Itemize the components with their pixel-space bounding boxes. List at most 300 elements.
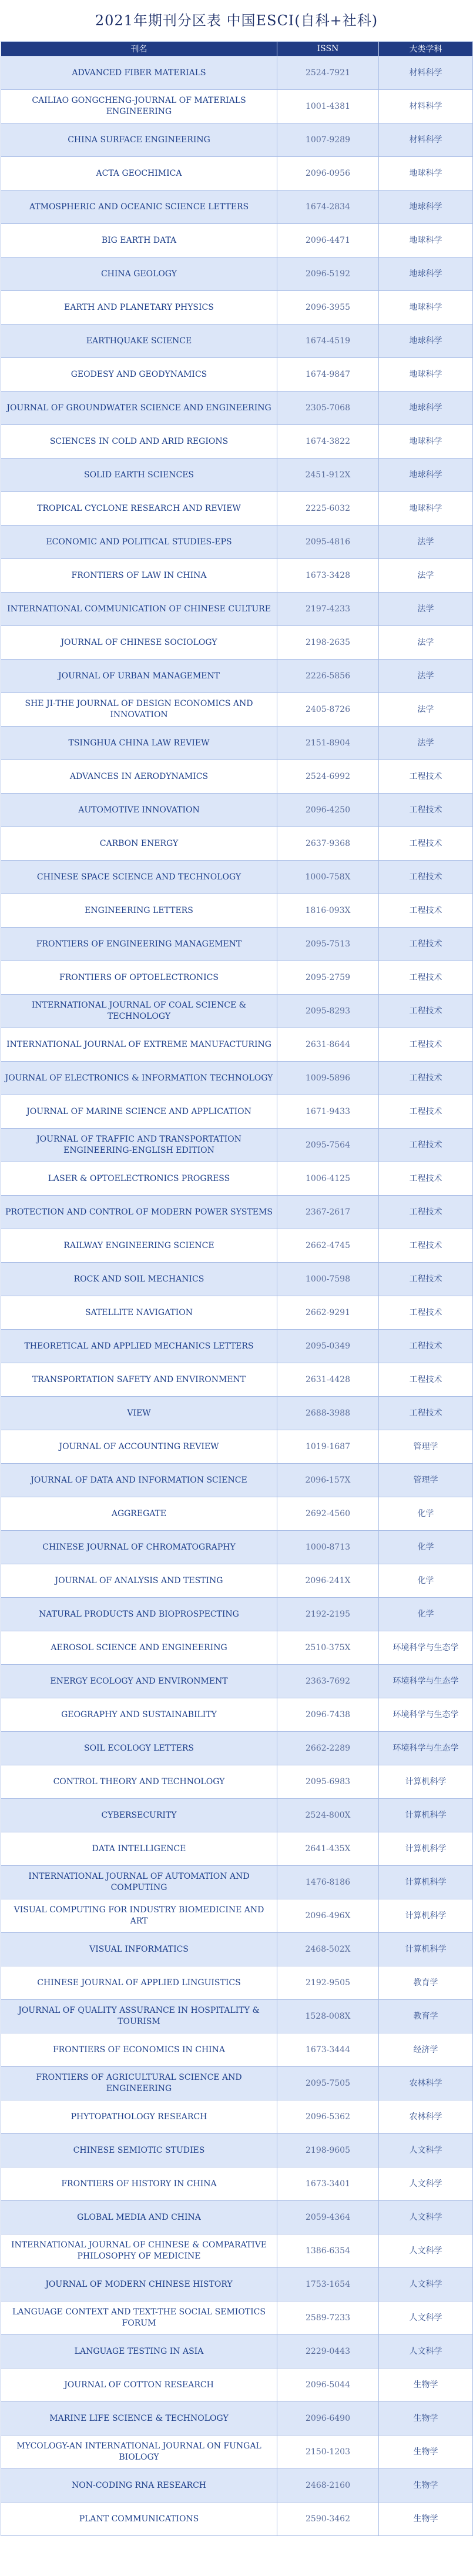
journal-name-cell: EARTH AND PLANETARY PHYSICS <box>1 291 277 324</box>
subject-cell: 教育学 <box>379 2000 473 2033</box>
table-row <box>1 459 473 492</box>
journal-name-cell: JOURNAL OF ACCOUNTING REVIEW <box>1 1430 277 1464</box>
journal-name-cell: ENGINEERING LETTERS <box>1 894 277 928</box>
issn-cell: 2096-6490 <box>277 2402 379 2436</box>
issn-cell: 2095-4816 <box>277 526 379 559</box>
subject-cell: 经济学 <box>379 2033 473 2067</box>
table-row <box>1 1129 473 1162</box>
subject-cell: 工程技术 <box>379 1028 473 1062</box>
journal-name-cell: EARTHQUAKE SCIENCE <box>1 324 277 358</box>
table-row <box>1 1732 473 1765</box>
table-row <box>1 1229 473 1263</box>
subject-cell: 管理学 <box>379 1464 473 1497</box>
table-row <box>1 324 473 358</box>
journal-name-cell: MYCOLOGY-AN INTERNATIONAL JOURNAL ON FUNGAL BIOLOGY <box>1 2436 277 2469</box>
subject-cell: 材料科学 <box>379 90 473 123</box>
table-row <box>1 157 473 190</box>
table-row <box>1 2033 473 2067</box>
journal-name-cell: CONTROL THEORY AND TECHNOLOGY <box>1 1765 277 1799</box>
subject-cell: 工程技术 <box>379 1095 473 1129</box>
journal-name-cell: FRONTIERS OF HISTORY IN CHINA <box>1 2167 277 2201</box>
table-row <box>1 995 473 1028</box>
journal-name-cell: LASER & OPTOELECTRONICS PROGRESS <box>1 1162 277 1196</box>
table-row <box>1 2503 473 2536</box>
table-row <box>1 1497 473 1531</box>
issn-cell: 2192-9505 <box>277 1966 379 2000</box>
table-row <box>1 2335 473 2368</box>
table-row <box>1 1330 473 1363</box>
table-row <box>1 1966 473 2000</box>
journal-name-cell: INTERNATIONAL JOURNAL OF AUTOMATION AND COMPUTING <box>1 1866 277 1899</box>
issn-cell: 2096-5044 <box>277 2368 379 2402</box>
journal-name-cell: SOIL ECOLOGY LETTERS <box>1 1732 277 1765</box>
subject-cell: 管理学 <box>379 1430 473 1464</box>
journal-name-cell: FRONTIERS OF OPTOELECTRONICS <box>1 961 277 995</box>
table-row <box>1 1564 473 1598</box>
table-row <box>1 1263 473 1296</box>
issn-cell: 2524-6992 <box>277 760 379 794</box>
subject-cell: 地球科学 <box>379 291 473 324</box>
table-row <box>1 291 473 324</box>
subject-cell: 工程技术 <box>379 1363 473 1397</box>
subject-cell: 材料科学 <box>379 123 473 157</box>
subject-cell: 地球科学 <box>379 257 473 291</box>
issn-cell: 2095-7513 <box>277 928 379 961</box>
issn-cell: 1528-008X <box>277 2000 379 2033</box>
issn-cell: 2468-502X <box>277 1933 379 1966</box>
subject-cell: 化学 <box>379 1531 473 1564</box>
journal-name-cell: TRANSPORTATION SAFETY AND ENVIRONMENT <box>1 1363 277 1397</box>
journal-name-cell: TSINGHUA CHINA LAW REVIEW <box>1 727 277 760</box>
subject-cell: 工程技术 <box>379 1330 473 1363</box>
issn-cell: 2510-375X <box>277 1631 379 1665</box>
table-row <box>1 961 473 995</box>
table-row <box>1 1899 473 1933</box>
table-row <box>1 1698 473 1732</box>
table-row <box>1 1430 473 1464</box>
subject-cell: 环境科学与生态学 <box>379 1698 473 1732</box>
journal-name-cell: JOURNAL OF URBAN MANAGEMENT <box>1 660 277 693</box>
subject-cell: 地球科学 <box>379 157 473 190</box>
issn-cell: 2095-6983 <box>277 1765 379 1799</box>
subject-cell: 计算机科学 <box>379 1866 473 1899</box>
issn-cell: 2198-9605 <box>277 2134 379 2167</box>
table-row <box>1 794 473 827</box>
journal-name-cell: PHYTOPATHOLOGY RESEARCH <box>1 2100 277 2134</box>
issn-cell: 2151-8904 <box>277 727 379 760</box>
journal-name-cell: ROCK AND SOIL MECHANICS <box>1 1263 277 1296</box>
issn-cell: 1674-2834 <box>277 190 379 224</box>
issn-cell: 2631-8644 <box>277 1028 379 1062</box>
subject-cell: 法学 <box>379 559 473 593</box>
subject-cell: 化学 <box>379 1598 473 1631</box>
table-row <box>1 1866 473 1899</box>
subject-cell: 法学 <box>379 660 473 693</box>
journal-name-cell: PROTECTION AND CONTROL OF MODERN POWER SYSTEMS <box>1 1196 277 1229</box>
table-row <box>1 2201 473 2234</box>
subject-cell: 人文科学 <box>379 2268 473 2301</box>
table-row <box>1 1631 473 1665</box>
table-row <box>1 358 473 392</box>
issn-cell: 2637-9368 <box>277 827 379 861</box>
journal-name-cell: BIG EARTH DATA <box>1 224 277 257</box>
subject-cell: 农林科学 <box>379 2100 473 2134</box>
issn-cell: 1816-093X <box>277 894 379 928</box>
issn-cell: 1673-3428 <box>277 559 379 593</box>
subject-cell: 法学 <box>379 693 473 727</box>
table-row <box>1 392 473 425</box>
issn-cell: 2688-3988 <box>277 1397 379 1430</box>
table-row <box>1 190 473 224</box>
journal-name-cell: INTERNATIONAL JOURNAL OF CHINESE & COMPARATIVE PHILOSOPHY OF MEDICINE <box>1 2234 277 2268</box>
journal-name-cell: SHE JI-THE JOURNAL OF DESIGN ECONOMICS AND INNOVATION <box>1 693 277 727</box>
subject-cell: 地球科学 <box>379 190 473 224</box>
subject-cell: 材料科学 <box>379 56 473 90</box>
journal-name-cell: CHINESE JOURNAL OF CHROMATOGRAPHY <box>1 1531 277 1564</box>
journal-name-cell: RAILWAY ENGINEERING SCIENCE <box>1 1229 277 1263</box>
journal-name-cell: FRONTIERS OF ECONOMICS IN CHINA <box>1 2033 277 2067</box>
table-row <box>1 1598 473 1631</box>
subject-cell: 环境科学与生态学 <box>379 1665 473 1698</box>
subject-cell: 生物学 <box>379 2469 473 2503</box>
subject-cell: 计算机科学 <box>379 1799 473 1832</box>
issn-cell: 1673-3444 <box>277 2033 379 2067</box>
journal-name-cell: ACTA GEOCHIMICA <box>1 157 277 190</box>
journal-name-cell: CHINA SURFACE ENGINEERING <box>1 123 277 157</box>
table-row <box>1 1933 473 1966</box>
table-row <box>1 693 473 727</box>
column-header-issn: ISSN <box>277 42 379 56</box>
journal-name-cell: SATELLITE NAVIGATION <box>1 1296 277 1330</box>
journal-name-cell: ADVANCES IN AERODYNAMICS <box>1 760 277 794</box>
table-row <box>1 526 473 559</box>
issn-cell: 1000-758X <box>277 861 379 894</box>
issn-cell: 2524-7921 <box>277 56 379 90</box>
table-row <box>1 1799 473 1832</box>
issn-cell: 1386-6354 <box>277 2234 379 2268</box>
subject-cell: 工程技术 <box>379 928 473 961</box>
journal-name-cell: CHINESE JOURNAL OF APPLIED LINGUISTICS <box>1 1966 277 2000</box>
issn-cell: 1674-9847 <box>277 358 379 392</box>
subject-cell: 人文科学 <box>379 2167 473 2201</box>
journal-name-cell: PLANT COMMUNICATIONS <box>1 2503 277 2536</box>
issn-cell: 1671-9433 <box>277 1095 379 1129</box>
journal-name-cell: CYBERSECURITY <box>1 1799 277 1832</box>
issn-cell: 1009-5896 <box>277 1062 379 1095</box>
subject-cell: 法学 <box>379 727 473 760</box>
table-row <box>1 1464 473 1497</box>
issn-cell: 2096-496X <box>277 1899 379 1933</box>
subject-cell: 工程技术 <box>379 1062 473 1095</box>
journal-name-cell: JOURNAL OF GROUNDWATER SCIENCE AND ENGINEERING <box>1 392 277 425</box>
table-row <box>1 861 473 894</box>
subject-cell: 环境科学与生态学 <box>379 1631 473 1665</box>
issn-cell: 2096-0956 <box>277 157 379 190</box>
issn-cell: 1000-7598 <box>277 1263 379 1296</box>
issn-cell: 1000-8713 <box>277 1531 379 1564</box>
issn-cell: 2096-4471 <box>277 224 379 257</box>
journal-name-cell: INTERNATIONAL JOURNAL OF COAL SCIENCE & TECHNOLOGY <box>1 995 277 1028</box>
issn-cell: 2096-3955 <box>277 291 379 324</box>
subject-cell: 计算机科学 <box>379 1832 473 1866</box>
journal-name-cell: AUTOMOTIVE INNOVATION <box>1 794 277 827</box>
issn-cell: 2096-157X <box>277 1464 379 1497</box>
issn-cell: 1476-8186 <box>277 1866 379 1899</box>
journal-name-cell: AGGREGATE <box>1 1497 277 1531</box>
subject-cell: 工程技术 <box>379 961 473 995</box>
issn-cell: 2662-2289 <box>277 1732 379 1765</box>
table-row <box>1 1531 473 1564</box>
table-row <box>1 2100 473 2134</box>
subject-cell: 工程技术 <box>379 1196 473 1229</box>
table-row <box>1 2268 473 2301</box>
journal-name-cell: DATA INTELLIGENCE <box>1 1832 277 1866</box>
issn-cell: 1007-9289 <box>277 123 379 157</box>
journal-name-cell: THEORETICAL AND APPLIED MECHANICS LETTERS <box>1 1330 277 1363</box>
table-row <box>1 1296 473 1330</box>
issn-cell: 2641-435X <box>277 1832 379 1866</box>
subject-cell: 人文科学 <box>379 2335 473 2368</box>
table-row <box>1 1665 473 1698</box>
table-row <box>1 1832 473 1866</box>
journal-name-cell: ECONOMIC AND POLITICAL STUDIES-EPS <box>1 526 277 559</box>
issn-cell: 1019-1687 <box>277 1430 379 1464</box>
subject-cell: 生物学 <box>379 2402 473 2436</box>
journal-name-cell: CAILIAO GONGCHENG-JOURNAL OF MATERIALS ENGINEERING <box>1 90 277 123</box>
issn-cell: 1753-1654 <box>277 2268 379 2301</box>
issn-cell: 2095-7564 <box>277 1129 379 1162</box>
table-row <box>1 593 473 626</box>
table-row <box>1 425 473 459</box>
subject-cell: 工程技术 <box>379 1162 473 1196</box>
subject-cell: 工程技术 <box>379 1129 473 1162</box>
issn-cell: 2692-4560 <box>277 1497 379 1531</box>
journal-name-cell: JOURNAL OF DATA AND INFORMATION SCIENCE <box>1 1464 277 1497</box>
subject-cell: 地球科学 <box>379 492 473 526</box>
issn-cell: 2150-1203 <box>277 2436 379 2469</box>
issn-cell: 2451-912X <box>277 459 379 492</box>
journal-name-cell: JOURNAL OF ANALYSIS AND TESTING <box>1 1564 277 1598</box>
subject-cell: 环境科学与生态学 <box>379 1732 473 1765</box>
journal-name-cell: JOURNAL OF CHINESE SOCIOLOGY <box>1 626 277 660</box>
issn-cell: 2589-7233 <box>277 2301 379 2335</box>
journal-table <box>1 41 473 2536</box>
issn-cell: 1673-3401 <box>277 2167 379 2201</box>
issn-cell: 2225-6032 <box>277 492 379 526</box>
journal-name-cell: CHINA GEOLOGY <box>1 257 277 291</box>
subject-cell: 教育学 <box>379 1966 473 2000</box>
subject-cell: 工程技术 <box>379 827 473 861</box>
subject-cell: 地球科学 <box>379 459 473 492</box>
table-row <box>1 727 473 760</box>
subject-cell: 地球科学 <box>379 324 473 358</box>
subject-cell: 农林科学 <box>379 2067 473 2100</box>
table-row <box>1 928 473 961</box>
table-row <box>1 56 473 90</box>
issn-cell: 2095-0349 <box>277 1330 379 1363</box>
subject-cell: 工程技术 <box>379 794 473 827</box>
subject-cell: 工程技术 <box>379 1397 473 1430</box>
table-row <box>1 2436 473 2469</box>
issn-cell: 2468-2160 <box>277 2469 379 2503</box>
table-row <box>1 1765 473 1799</box>
table-row <box>1 559 473 593</box>
page-title: 2021年期刊分区表 中国ESCI(自科+社科) <box>95 12 378 29</box>
journal-name-cell: JOURNAL OF TRAFFIC AND TRANSPORTATION ENGINEERING-ENGLISH EDITION <box>1 1129 277 1162</box>
issn-cell: 2192-2195 <box>277 1598 379 1631</box>
subject-cell: 人文科学 <box>379 2201 473 2234</box>
issn-cell: 1006-4125 <box>277 1162 379 1196</box>
subject-cell: 计算机科学 <box>379 1899 473 1933</box>
table-row <box>1 2000 473 2033</box>
issn-cell: 2405-8726 <box>277 693 379 727</box>
table-row <box>1 2234 473 2268</box>
subject-cell: 化学 <box>379 1497 473 1531</box>
journal-name-cell: JOURNAL OF MODERN CHINESE HISTORY <box>1 2268 277 2301</box>
journal-name-cell: ENERGY ECOLOGY AND ENVIRONMENT <box>1 1665 277 1698</box>
table-row <box>1 90 473 123</box>
table-row <box>1 492 473 526</box>
table-row <box>1 2402 473 2436</box>
issn-cell: 2197-4233 <box>277 593 379 626</box>
subject-cell: 工程技术 <box>379 760 473 794</box>
subject-cell: 生物学 <box>379 2368 473 2402</box>
journal-name-cell: FRONTIERS OF AGRICULTURAL SCIENCE AND ENGINEERING <box>1 2067 277 2100</box>
table-body <box>1 56 473 2536</box>
issn-cell: 2590-3462 <box>277 2503 379 2536</box>
table-row <box>1 2368 473 2402</box>
journal-name-cell: MARINE LIFE SCIENCE & TECHNOLOGY <box>1 2402 277 2436</box>
journal-name-cell: SOLID EARTH SCIENCES <box>1 459 277 492</box>
table-row <box>1 1397 473 1430</box>
journal-name-cell: CHINESE SPACE SCIENCE AND TECHNOLOGY <box>1 861 277 894</box>
table-row <box>1 1062 473 1095</box>
table-row <box>1 1196 473 1229</box>
issn-cell: 2662-9291 <box>277 1296 379 1330</box>
issn-cell: 2198-2635 <box>277 626 379 660</box>
table-row <box>1 626 473 660</box>
table-row <box>1 660 473 693</box>
journal-name-cell: JOURNAL OF MARINE SCIENCE AND APPLICATION <box>1 1095 277 1129</box>
journal-name-cell: FRONTIERS OF ENGINEERING MANAGEMENT <box>1 928 277 961</box>
subject-cell: 法学 <box>379 626 473 660</box>
subject-cell: 地球科学 <box>379 392 473 425</box>
issn-cell: 2096-241X <box>277 1564 379 1598</box>
subject-cell: 化学 <box>379 1564 473 1598</box>
issn-cell: 2096-5362 <box>277 2100 379 2134</box>
subject-cell: 人文科学 <box>379 2301 473 2335</box>
subject-cell: 法学 <box>379 593 473 626</box>
subject-cell: 工程技术 <box>379 1229 473 1263</box>
journal-name-cell: JOURNAL OF COTTON RESEARCH <box>1 2368 277 2402</box>
issn-cell: 2367-2617 <box>277 1196 379 1229</box>
subject-cell: 人文科学 <box>379 2234 473 2268</box>
subject-cell: 工程技术 <box>379 1263 473 1296</box>
journal-name-cell: CHINESE SEMIOTIC STUDIES <box>1 2134 277 2167</box>
subject-cell: 工程技术 <box>379 861 473 894</box>
issn-cell: 2059-4364 <box>277 2201 379 2234</box>
journal-name-cell: VISUAL COMPUTING FOR INDUSTRY BIOMEDICINE AND ART <box>1 1899 277 1933</box>
issn-cell: 2226-5856 <box>277 660 379 693</box>
issn-cell: 2096-4250 <box>277 794 379 827</box>
journal-name-cell: FRONTIERS OF LAW IN CHINA <box>1 559 277 593</box>
table-row <box>1 1363 473 1397</box>
journal-name-cell: VISUAL INFORMATICS <box>1 1933 277 1966</box>
subject-cell: 工程技术 <box>379 995 473 1028</box>
journal-name-cell: GEOGRAPHY AND SUSTAINABILITY <box>1 1698 277 1732</box>
journal-name-cell: ADVANCED FIBER MATERIALS <box>1 56 277 90</box>
journal-name-cell: TROPICAL CYCLONE RESEARCH AND REVIEW <box>1 492 277 526</box>
issn-cell: 2096-7438 <box>277 1698 379 1732</box>
issn-cell: 1674-3822 <box>277 425 379 459</box>
table-row <box>1 827 473 861</box>
issn-cell: 2662-4745 <box>277 1229 379 1263</box>
journal-name-cell: ATMOSPHERIC AND OCEANIC SCIENCE LETTERS <box>1 190 277 224</box>
issn-cell: 2363-7692 <box>277 1665 379 1698</box>
issn-cell: 2305-7068 <box>277 392 379 425</box>
journal-name-cell: NON-CODING RNA RESEARCH <box>1 2469 277 2503</box>
table-row <box>1 2167 473 2201</box>
journal-name-cell: LANGUAGE CONTEXT AND TEXT-THE SOCIAL SEMIOTICS FORUM <box>1 2301 277 2335</box>
table-row <box>1 2067 473 2100</box>
table-row <box>1 760 473 794</box>
table-row <box>1 1162 473 1196</box>
subject-cell: 工程技术 <box>379 894 473 928</box>
journal-name-cell: GLOBAL MEDIA AND CHINA <box>1 2201 277 2234</box>
journal-name-cell: CARBON ENERGY <box>1 827 277 861</box>
table-row <box>1 1095 473 1129</box>
table-header-row <box>1 42 473 56</box>
column-header-name: 刊名 <box>1 42 277 56</box>
subject-cell: 地球科学 <box>379 425 473 459</box>
table-row <box>1 2134 473 2167</box>
issn-cell: 2631-4428 <box>277 1363 379 1397</box>
subject-cell: 地球科学 <box>379 358 473 392</box>
journal-name-cell: JOURNAL OF QUALITY ASSURANCE IN HOSPITALITY & TOURISM <box>1 2000 277 2033</box>
journal-name-cell: NATURAL PRODUCTS AND BIOPROSPECTING <box>1 1598 277 1631</box>
journal-name-cell: LANGUAGE TESTING IN ASIA <box>1 2335 277 2368</box>
journal-name-cell: INTERNATIONAL JOURNAL OF EXTREME MANUFACTURING <box>1 1028 277 1062</box>
subject-cell: 计算机科学 <box>379 1765 473 1799</box>
table-row <box>1 224 473 257</box>
issn-cell: 1001-4381 <box>277 90 379 123</box>
issn-cell: 2096-5192 <box>277 257 379 291</box>
issn-cell: 2095-7505 <box>277 2067 379 2100</box>
column-header-subject: 大类学科 <box>379 42 473 56</box>
journal-name-cell: INTERNATIONAL COMMUNICATION OF CHINESE CULTURE <box>1 593 277 626</box>
table-row <box>1 1028 473 1062</box>
journal-name-cell: AEROSOL SCIENCE AND ENGINEERING <box>1 1631 277 1665</box>
table-row <box>1 257 473 291</box>
subject-cell: 人文科学 <box>379 2134 473 2167</box>
subject-cell: 地球科学 <box>379 224 473 257</box>
table-row <box>1 2469 473 2503</box>
issn-cell: 2095-8293 <box>277 995 379 1028</box>
issn-cell: 1674-4519 <box>277 324 379 358</box>
table-row <box>1 2301 473 2335</box>
subject-cell: 生物学 <box>379 2503 473 2536</box>
issn-cell: 2095-2759 <box>277 961 379 995</box>
subject-cell: 法学 <box>379 526 473 559</box>
subject-cell: 工程技术 <box>379 1296 473 1330</box>
issn-cell: 2524-800X <box>277 1799 379 1832</box>
subject-cell: 生物学 <box>379 2436 473 2469</box>
table-row <box>1 123 473 157</box>
table-row <box>1 894 473 928</box>
journal-name-cell: VIEW <box>1 1397 277 1430</box>
journal-name-cell: JOURNAL OF ELECTRONICS & INFORMATION TECHNOLOGY <box>1 1062 277 1095</box>
issn-cell: 2229-0443 <box>277 2335 379 2368</box>
